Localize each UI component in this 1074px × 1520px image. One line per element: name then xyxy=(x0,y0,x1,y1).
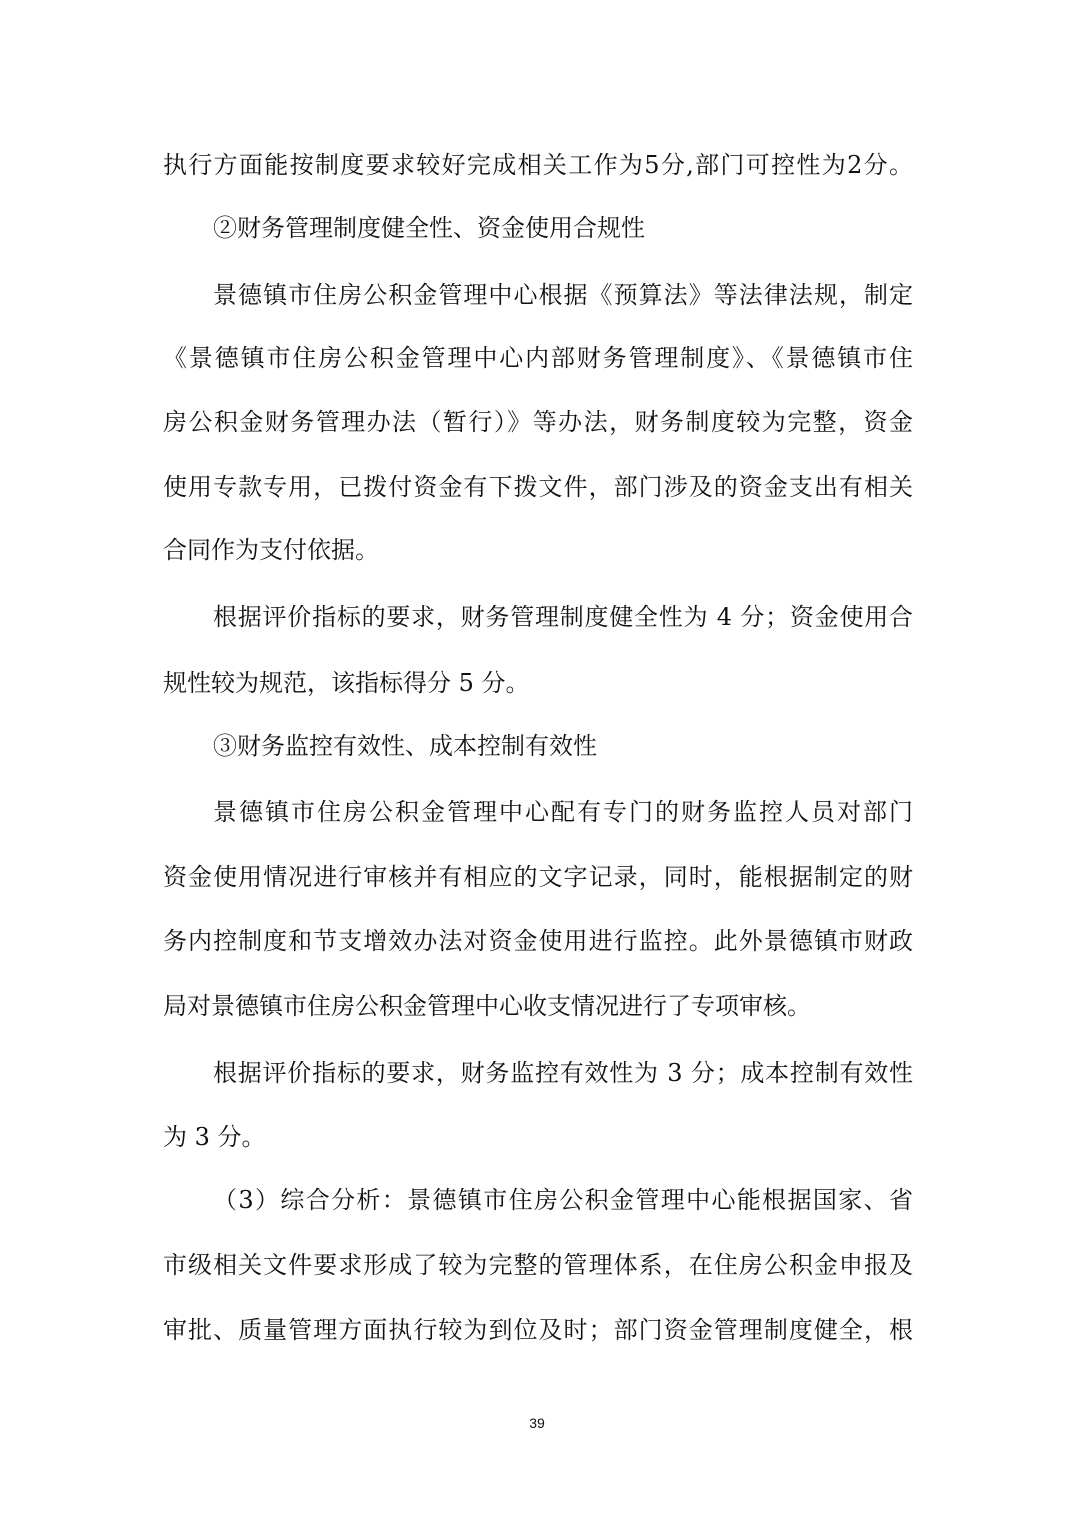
body-text-line: 合同作为支付依据。 xyxy=(163,536,379,564)
body-text-line: 景德镇市住房公积金管理中心根据《预算法》等法律法规，制定 xyxy=(213,281,913,309)
body-text-line: （3）综合分析：景德镇市住房公积金管理中心能根据国家、省 xyxy=(213,1186,913,1214)
body-text-line: 审批、质量管理方面执行较为到位及时；部门资金管理制度健全，根 xyxy=(163,1316,913,1344)
subheading: ③财务监控有效性、成本控制有效性 xyxy=(213,732,597,760)
page-number: 39 xyxy=(529,1415,545,1431)
body-text-line: 执行方面能按制度要求较好完成相关工作为5分,部门可控性为2分。 xyxy=(163,151,913,179)
body-text-line: 为 3 分。 xyxy=(163,1123,266,1151)
body-text-line: 务内控制度和节支增效办法对资金使用进行监控。此外景德镇市财政 xyxy=(163,927,913,955)
body-text-line: 根据评价指标的要求，财务监控有效性为 3 分；成本控制有效性 xyxy=(213,1059,913,1087)
body-text-line: 使用专款专用，已拨付资金有下拨文件，部门涉及的资金支出有相关 xyxy=(163,473,913,501)
body-text-line: 《景德镇市住房公积金管理中心内部财务管理制度》、《景德镇市住 xyxy=(163,344,913,372)
body-text-line: 资金使用情况进行审核并有相应的文字记录，同时，能根据制定的财 xyxy=(163,863,913,891)
subheading: ②财务管理制度健全性、资金使用合规性 xyxy=(213,214,645,242)
body-text-line: 根据评价指标的要求，财务管理制度健全性为 4 分；资金使用合 xyxy=(213,603,913,631)
body-text-line: 市级相关文件要求形成了较为完整的管理体系，在住房公积金申报及 xyxy=(163,1251,913,1279)
body-text-line: 房公积金财务管理办法（暂行）》等办法，财务制度较为完整，资金 xyxy=(163,408,913,436)
body-text-line: 景德镇市住房公积金管理中心配有专门的财务监控人员对部门 xyxy=(213,798,913,826)
body-text-line: 规性较为规范，该指标得分 5 分。 xyxy=(163,669,530,697)
body-text-line: 局对景德镇市住房公积金管理中心收支情况进行了专项审核。 xyxy=(163,992,811,1020)
